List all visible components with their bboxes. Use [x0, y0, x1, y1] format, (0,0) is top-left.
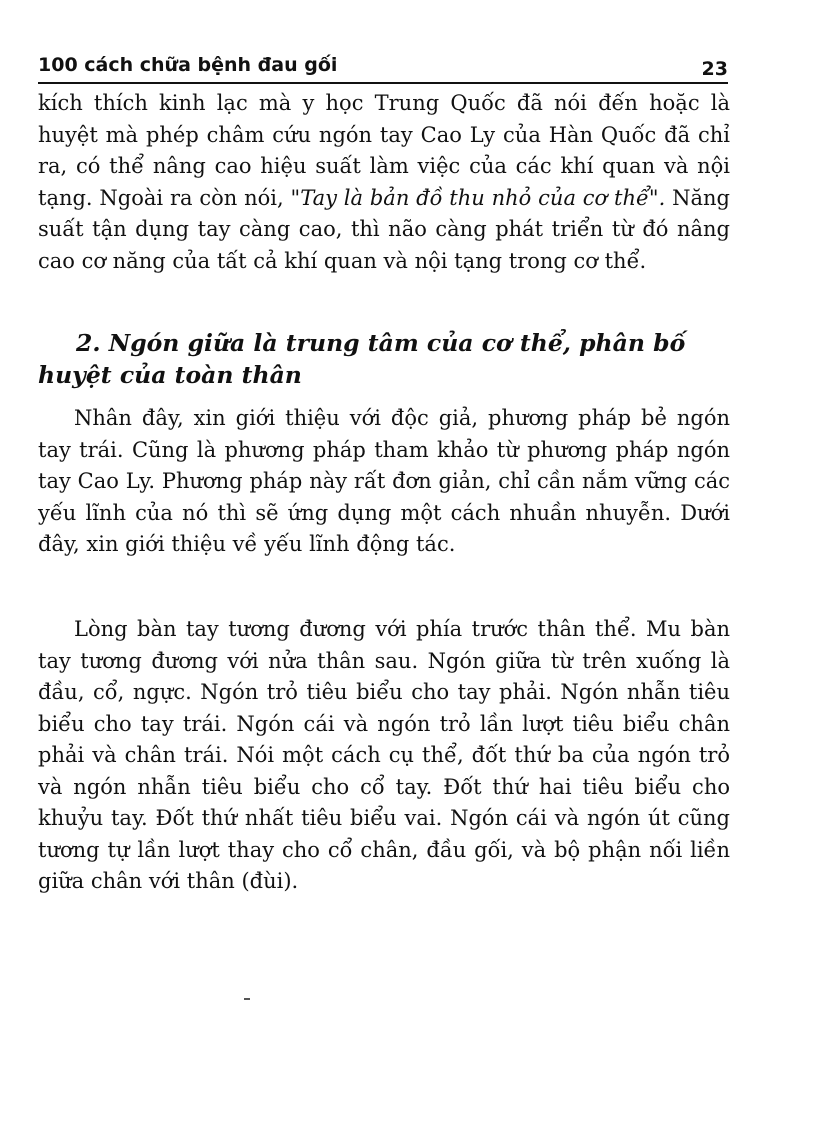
book-title: 100 cách chữa bệnh đau gối [38, 54, 338, 76]
paragraph-intro: Nhân đây, xin giới thiệu với độc giả, phương pháp bẻ ngón tay trái. Cũng là phương pháp tham khảo từ phương pháp ngón tay Cao Ly. Phương pháp này rất đơn giản, chỉ cần nắm vững các yếu lĩnh của nó thì sẽ ứng dụng một cách nhuần nhuyễn. Dưới đây, xin giới thiệu về yếu lĩnh động tác. [38, 406, 730, 556]
paragraph-text: kích thích kinh lạc mà y học Trung Quốc đã nói đến hoặc là huyệt mà phép châm cứu ngón tay Cao Ly của Hàn Quốc đã chỉ ra, có thể nâng cao hiệu suất làm việc của các khí quan và nội tạng. Ngoài ra còn nói, [38, 91, 730, 210]
scan-speck [244, 998, 250, 1000]
heading-line: huyệt của toàn thân [38, 361, 302, 389]
quoted-phrase: "Tay là bản đồ thu nhỏ của cơ thể". [290, 185, 666, 210]
paragraph-text: Năng suất tận dụng tay càng cao, thì não càng phát triển từ đó nâng cao cơ năng của tất cả khí quan và nội tạng trong cơ thể. [38, 185, 730, 273]
paragraph-hand-map: Lòng bàn tay tương đương với phía trước thân thể. Mu bàn tay tương đương với nửa thân sau. Ngón giữa từ trên xuống là đầu, cổ, ngực. Ngón trỏ tiêu biểu cho tay phải. Ngón nhẫn tiêu biểu cho tay trái. Ngón cái và ngón trỏ lần lượt tiêu biểu chân phải và chân trái. Nói một cách cụ thể, đốt thứ ba của ngón trỏ và ngón nhẫn tiêu biểu cho cổ tay. Đốt thứ hai tiêu biểu cho khuỷu tay. Đốt thứ nhất tiêu biểu vai. Ngón cái và ngón út cũng tương tự lần lượt thay cho cổ chân, đầu gối, và bộ phận nối liền giữa chân với thân (đùi). [38, 617, 730, 893]
running-header [38, 52, 728, 84]
heading-line: 2. Ngón giữa là trung tâm của cơ thể, phân bố [76, 329, 686, 357]
section-heading [38, 327, 738, 391]
page-number: 23 [701, 58, 728, 80]
paragraph-continued [38, 88, 730, 277]
